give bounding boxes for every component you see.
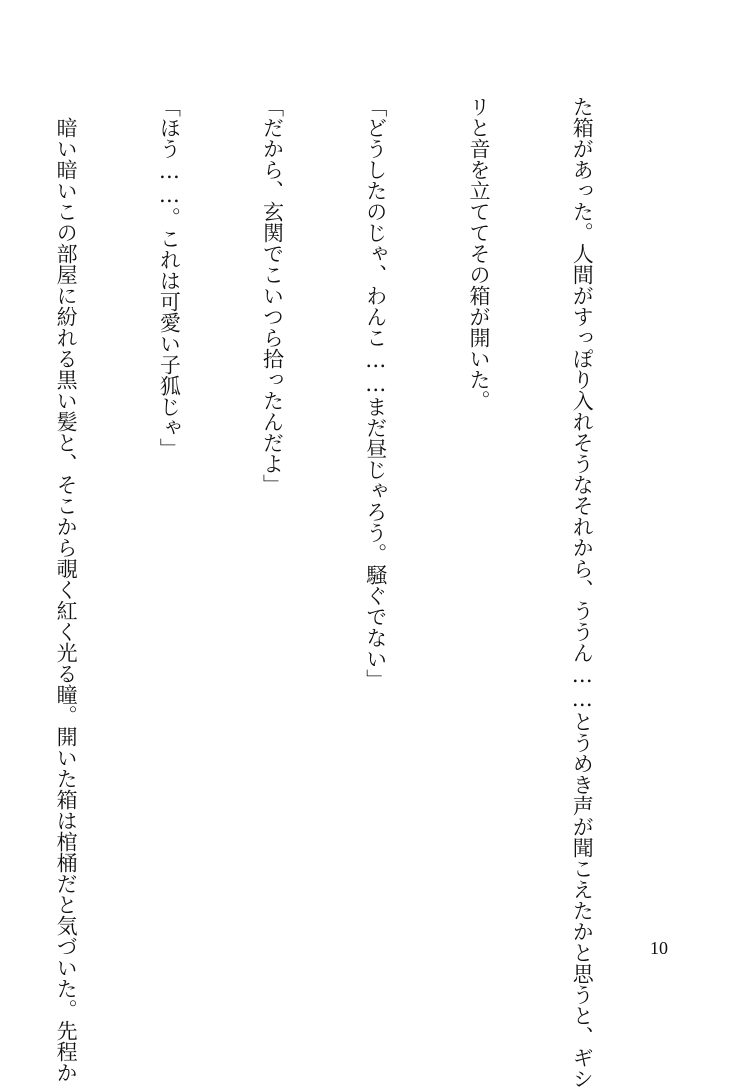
text-line: 「ほう……。これは可愛い子狐じゃ」 [157,96,182,459]
text-line: 「どうしたのじゃ、わんこ……まだ昼じゃろう。騒ぐでない」 [363,96,388,690]
text-line: 「だから、玄関でこいつら拾ったんだよ」 [260,96,285,495]
text-line: 暗い暗いこの部屋に紛れる黒い髪と、そこから覗く紅く光る瞳。開いた箱は棺桶だと気づいた。先程か [54,96,79,1083]
text-line: た箱があった。人間がすっぽり入れそうなそれから、ううん……とうめき声が聞こえたかと思うと、ギシ [570,96,595,1089]
text-line: リと音を立ててその箱が開いた。 [466,96,491,411]
page-number: 10 [650,938,668,958]
